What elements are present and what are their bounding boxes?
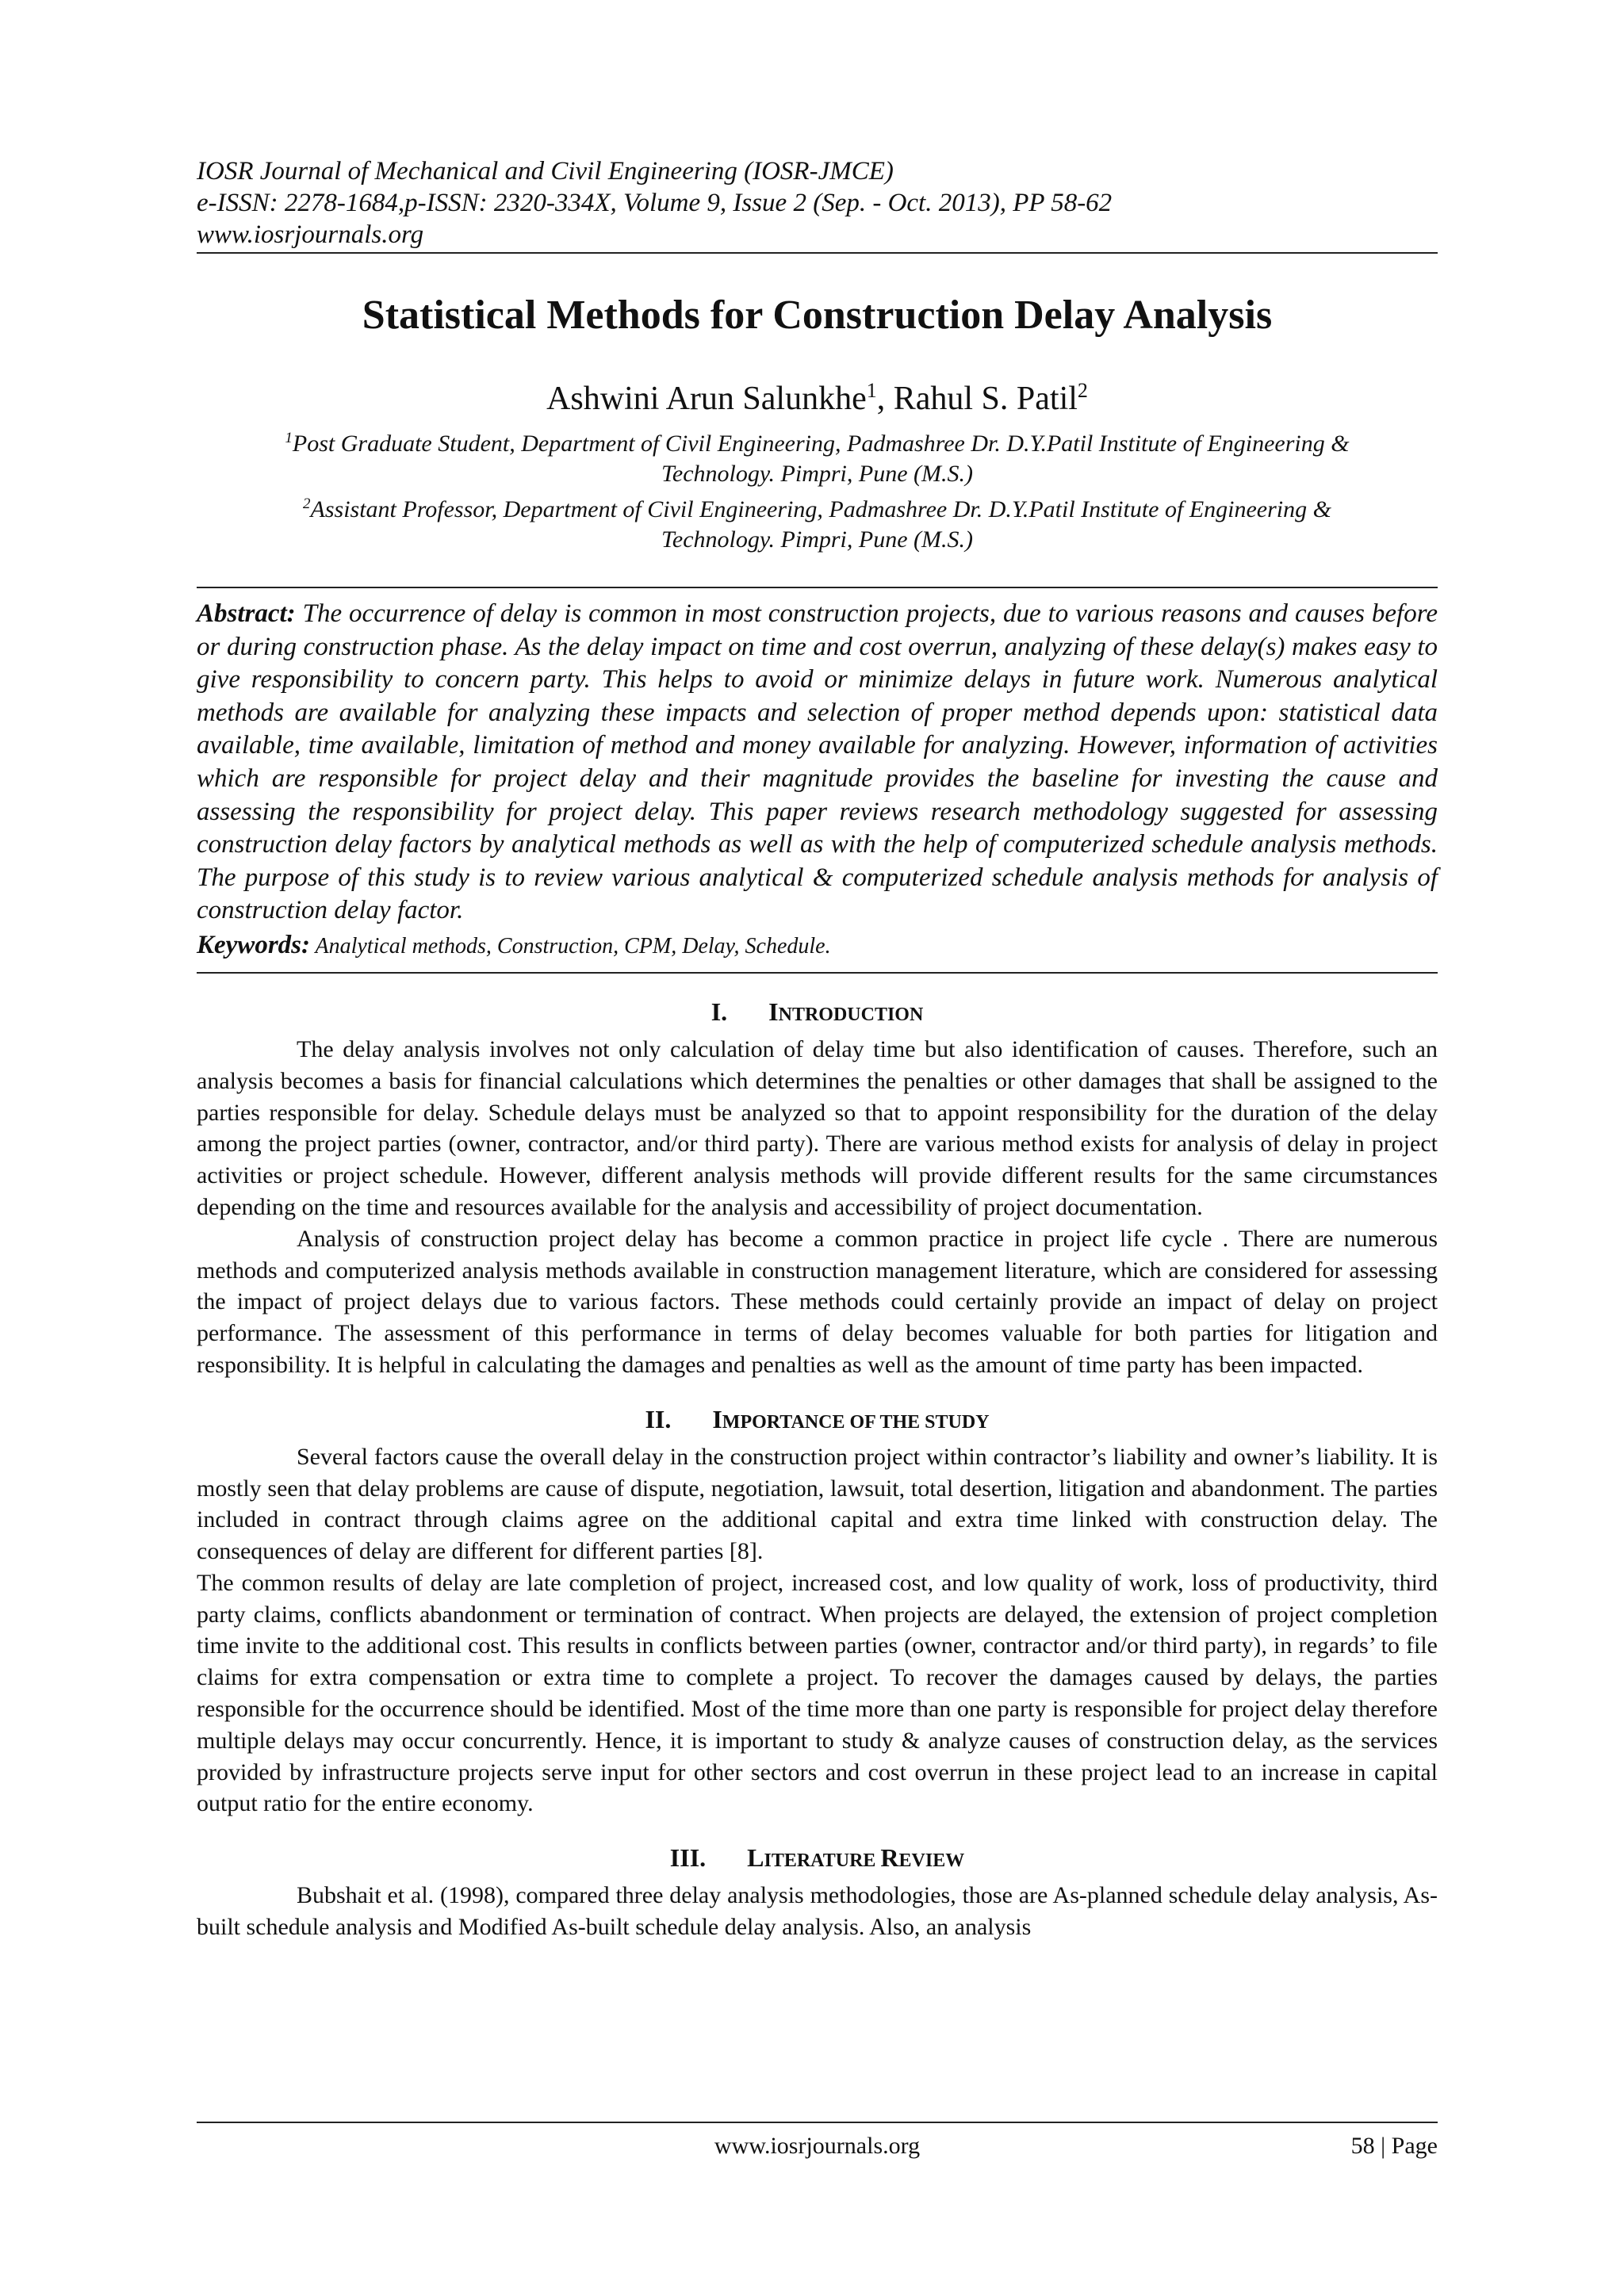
- abstract-block: [197, 587, 1438, 962]
- journal-name: IOSR Journal of Mechanical and Civil Engineering (IOSR-JMCE): [197, 157, 894, 186]
- abstract-body: The occurrence of delay is common in most construction projects, due to various reasons and causes before or during construction phase. As the delay impact on time and cost overrun, analyzing of these delay(s) makes easy to give responsibility to concern party. This helps to avoid or minimize delays in future work. Numerous analytical methods are available for analyzing these impacts and selection of proper method depends upon: statistical data available, time available, limitation of method and money available for analyzing. However, information of activities which are responsible for project delay and their magnitude provides the baseline for investing the cause and assessing the responsibility for project delay. This paper reviews research methodology suggested for assessing construction delay factors by analytical methods as well as with the help of computerized schedule analysis methods. The purpose of this study is to review various analytical & computerized schedule analysis methods for analysis of construction delay factor.: [197, 599, 1438, 925]
- header-rule: [197, 252, 1438, 254]
- author-2-sup: 2: [1077, 379, 1088, 402]
- section-heading-introduction: [197, 996, 1438, 1031]
- abstract-text: [197, 598, 1438, 928]
- page-content: [197, 155, 1438, 1943]
- section-3-title-initial: L: [747, 1843, 764, 1873]
- section-2-paragraph-2: The common results of delay are late completion of project, increased cost, and low quality of work, loss of productivity, third party claims, conflicts abandonment or termination of contract. When projects are delayed, the extension of project completion time invite to the additional cost. This results in conflicts between parties (owner, contractor and/or third party), in regards’ to file claims for extra compensation or extra time to complete a project. To recover the damages caused by delays, the parties responsible for the occurrence should be identified. Most of the time more than one party is responsible for project delay therefore multiple delays may occur concurrently. Hence, it is important to study & analyze causes of construction delay, as the services provided by infrastructure projects serve input for other sectors and cost overrun in these project lead to an increase in capital output ratio for the entire economy.: [197, 1569, 1438, 1817]
- author-1-sup: 1: [866, 379, 877, 402]
- keywords-line: [197, 929, 1438, 962]
- affiliation-1-line1: Post Graduate Student, Department of Civil Engineering, Padmashree Dr. D.Y.Patil Institute of Engineering &: [292, 430, 1350, 457]
- section-3-paragraph-1: Bubshait et al. (1998), compared three delay analysis methodologies, those are As-planned schedule delay analysis, As-built schedule analysis and Modified As-built schedule delay analysis. Also, an analysis: [197, 1882, 1438, 1941]
- journal-website: www.iosrjournals.org: [197, 220, 424, 249]
- journal-issn: e-ISSN: 2278-1684,p-ISSN: 2320-334X, Volume 9, Issue 2 (Sep. - Oct. 2013), PP 58-62: [197, 189, 1113, 217]
- author-1: Ashwini Arun Salunkhe: [546, 381, 867, 417]
- author-line: [197, 371, 1438, 419]
- section-3-title-second-initial: R: [880, 1843, 899, 1873]
- section-3-title-second-rest: EVIEW: [898, 1850, 965, 1872]
- footer-rule: [197, 2122, 1438, 2123]
- section-1-number: I.: [710, 997, 728, 1026]
- section-1-title-initial: I: [768, 997, 779, 1026]
- affiliation-2-line2: Technology. Pimpri, Pune (M.S.): [661, 526, 973, 553]
- section-2-number: II.: [645, 1404, 672, 1433]
- section-heading-importance: [197, 1403, 1438, 1438]
- author-2: Rahul S. Patil: [893, 381, 1078, 417]
- affiliation-2-line1: Assistant Professor, Department of Civil Engineering, Padmashree Dr. D.Y.Patil Institute of Engineering &: [310, 496, 1331, 522]
- affiliation-1-sup: 1: [285, 430, 293, 446]
- keywords-text: Analytical methods, Construction, CPM, Delay, Schedule.: [310, 933, 831, 959]
- section-2-title-initial: I: [712, 1404, 722, 1433]
- section-1-title-rest: NTRODUCTION: [778, 1004, 924, 1025]
- abstract-bottom-rule: [197, 972, 1438, 974]
- affiliation-2-sup: 2: [303, 496, 311, 512]
- affiliation-1-line2: Technology. Pimpri, Pune (M.S.): [661, 461, 973, 487]
- section-3-title-rest: ITERATURE: [764, 1850, 881, 1872]
- footer-website: www.iosrjournals.org: [714, 2133, 921, 2159]
- affiliation-2: [197, 489, 1438, 555]
- author-separator: ,: [876, 381, 894, 417]
- section-1-paragraph-1: The delay analysis involves not only calculation of delay time but also identification of causes. Therefore, such an analysis becomes a basis for financial calculations which determines the penalties or other damages that shall be assigned to the parties responsible for delay. Schedule delays must be analyzed so that to appoint responsibility for the duration of the delay among the project parties (owner, contractor, and/or third party). There are various method exists for analysis of delay in project activities or project schedule. However, different analysis methods will provide different results for the same circumstances depending on the time and resources available for the analysis and accessibility of project documentation.: [197, 1035, 1438, 1220]
- keywords-label: Keywords:: [197, 930, 310, 959]
- section-2-title-rest: MPORTANCE OF THE STUDY: [722, 1411, 990, 1433]
- section-1-paragraph-2: Analysis of construction project delay has become a common practice in project life cycle . There are numerous methods and computerized analysis methods available in construction management literature, which are considered for assessing the impact of project delays due to various factors. These methods could certainly provide an impact of delay on project performance. The assessment of this performance in terms of delay becomes valuable for both parties for litigation and responsibility. It is helpful in calculating the damages and penalties as well as the amount of time party has been impacted.: [197, 1225, 1438, 1378]
- section-3-number: III.: [669, 1843, 707, 1873]
- footer-page-number: 58 | Page: [1350, 2133, 1438, 2159]
- section-2-paragraph-1: Several factors cause the overall delay in the construction project within contractor’s liability and owner’s liability. It is mostly seen that delay problems are cause of dispute, negotiation, lawsuit, total desertion, litigation and abandonment. The parties included in contract through claims agree on the additional capital and extra time linked with construction delay. The consequences of delay are different for different parties [8].: [197, 1443, 1438, 1565]
- paper-title: Statistical Methods for Construction Delay Analysis: [362, 293, 1273, 338]
- section-heading-literature-review: [197, 1842, 1438, 1877]
- affiliation-1: [197, 423, 1438, 489]
- journal-header: [197, 155, 1438, 251]
- abstract-label: Abstract:: [197, 599, 296, 628]
